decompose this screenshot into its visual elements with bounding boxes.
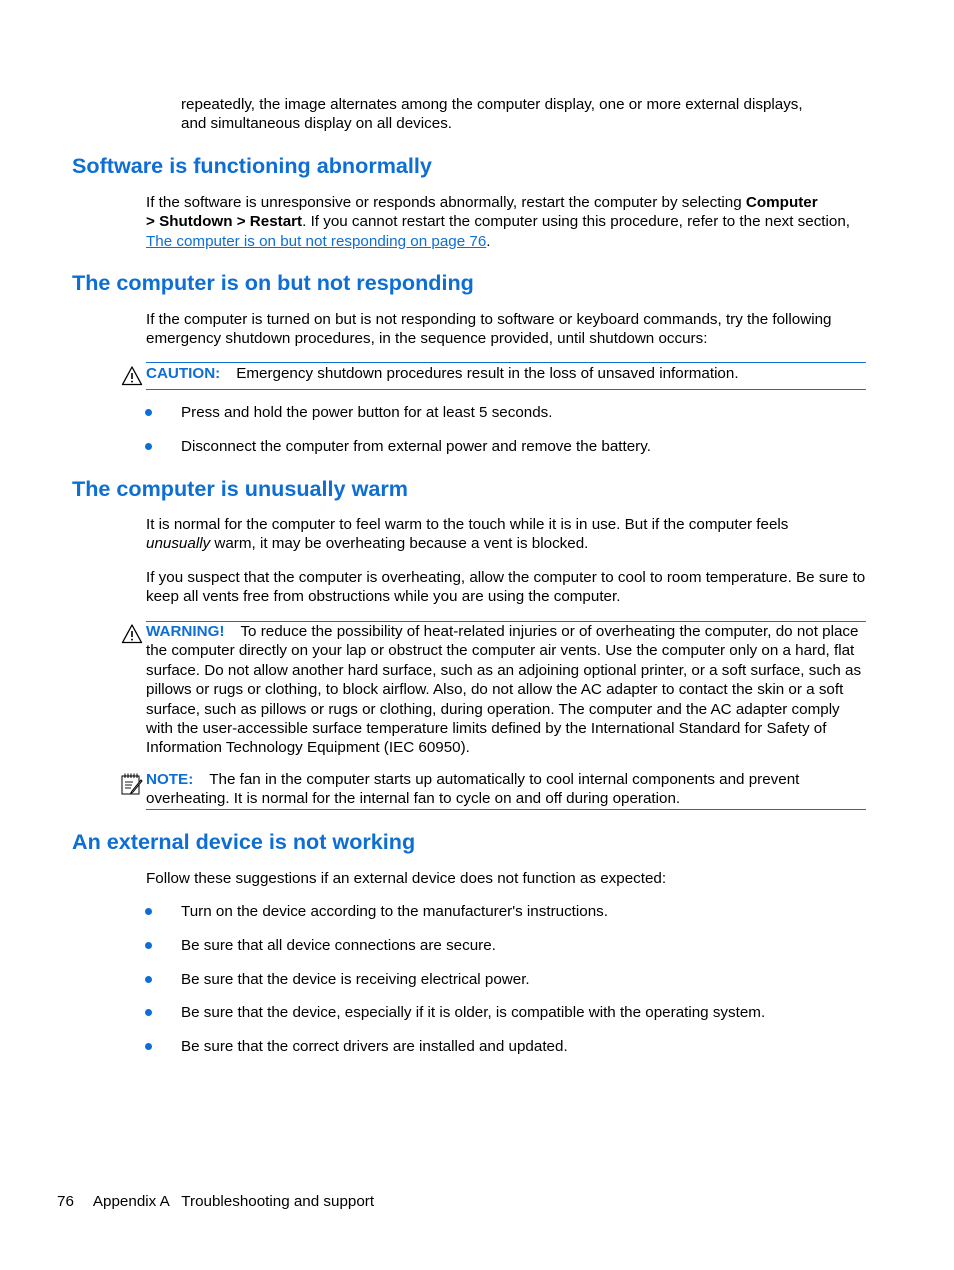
software-text-2: . If you cannot restart the computer using this procedure, refer to the next section, (302, 213, 851, 231)
not-responding-paragraph: If the computer is turned on but is not responding to software or keyboard commands, try the following emergency shutdown procedures, in the sequence provided, until shutdown occurs: (146, 311, 832, 348)
bullet-icon (145, 902, 155, 921)
warm-emphasis: unusually (146, 535, 211, 553)
list-item: Be sure that the device is receiving electrical power. (181, 971, 530, 988)
menu-path-shutdown-restart: > Shutdown > Restart (146, 213, 303, 231)
note-text: The fan in the computer starts up automatically to cool internal components and prevent overheating. It is normal for the internal fan to cycle on and off during operation. (146, 771, 800, 808)
warning-triangle-icon (121, 623, 143, 649)
warm-text-2: warm, it may be overheating because a vent is blocked. (210, 535, 589, 553)
intro-paragraph (181, 95, 881, 134)
bullet-icon (145, 1037, 155, 1056)
menu-path-computer: Computer (745, 194, 818, 211)
warning-paragraph (146, 622, 866, 758)
intro-line-1: repeatedly, the image alternates among the computer display, one or more external displays, (181, 96, 803, 113)
caution-line (146, 364, 739, 383)
note-box (146, 770, 866, 810)
page-number: 76 (57, 1193, 74, 1210)
cross-reference-link[interactable]: The computer is on but not responding on page 76 (146, 232, 487, 250)
warm-text-1: It is normal for the computer to feel warm to the touch while it is in use. But if the computer feels (146, 516, 789, 533)
bullet-icon (145, 936, 155, 955)
heading-software-abnormal: Software is functioning abnormally (72, 153, 432, 178)
software-paragraph (146, 193, 866, 251)
warm-paragraph-1 (146, 515, 866, 554)
software-text-1: If the software is unresponsive or responds abnormally, restart the computer by selecting (146, 194, 746, 211)
list-item: Disconnect the computer from external power and remove the battery. (181, 438, 651, 455)
note-label: NOTE: (146, 771, 194, 788)
list-item: Be sure that the device, especially if it is older, is compatible with the operating system. (181, 1004, 766, 1021)
list-item: Be sure that the correct drivers are installed and updated. (181, 1038, 568, 1055)
caution-text: Emergency shutdown procedures result in the loss of unsaved information. (236, 365, 739, 382)
list-item: Press and hold the power button for at least 5 seconds. (181, 404, 553, 421)
warning-label: WARNING! (146, 623, 225, 640)
bullet-icon (145, 970, 155, 989)
page-footer (57, 1192, 374, 1211)
caution-label: CAUTION: (146, 365, 221, 382)
list-item: Be sure that all device connections are secure. (181, 937, 496, 954)
warning-box (146, 621, 866, 762)
bullet-icon (145, 403, 155, 422)
bullet-icon (145, 437, 155, 456)
caution-box (146, 362, 866, 390)
heading-unusually-warm: The computer is unusually warm (72, 476, 408, 501)
external-device-paragraph: Follow these suggestions if an external device does not function as expected: (146, 870, 667, 887)
intro-line-2: and simultaneous display on all devices. (181, 115, 453, 133)
note-paragraph (146, 770, 866, 809)
heading-not-responding: The computer is on but not responding (72, 270, 474, 295)
note-pad-icon (120, 772, 144, 801)
warm-paragraph-2: If you suspect that the computer is overheating, allow the computer to cool to room temperature. Be sure to keep all vents free from obstructions while you are using the computer. (146, 569, 866, 606)
warning-text: To reduce the possibility of heat-related injuries or of overheating the computer, do not place the computer directly on your lap or obstruct the computer air vents. Use the computer only on a hard, flat surface. Do not allow another hard surface, such as an adjoining optional printer, or a soft surface, such as pillows or rugs or clothing, to block airflow. Also, do not allow the AC adapter to contact the skin or a soft surface, such as pillows or rugs or clothing, during operation. The computer and the AC adapter comply with the user-accessible surface temperature limits defined by the International Standard for Safety of Information Technology Equipment (IEC 60950). (146, 623, 862, 757)
list-item: Turn on the device according to the manufacturer's instructions. (181, 903, 608, 920)
heading-external-device: An external device is not working (72, 829, 416, 854)
footer-text: Appendix A Troubleshooting and support (92, 1193, 375, 1210)
warning-triangle-icon (121, 365, 143, 391)
software-text-3: . (486, 232, 491, 250)
bullet-icon (145, 1003, 155, 1022)
